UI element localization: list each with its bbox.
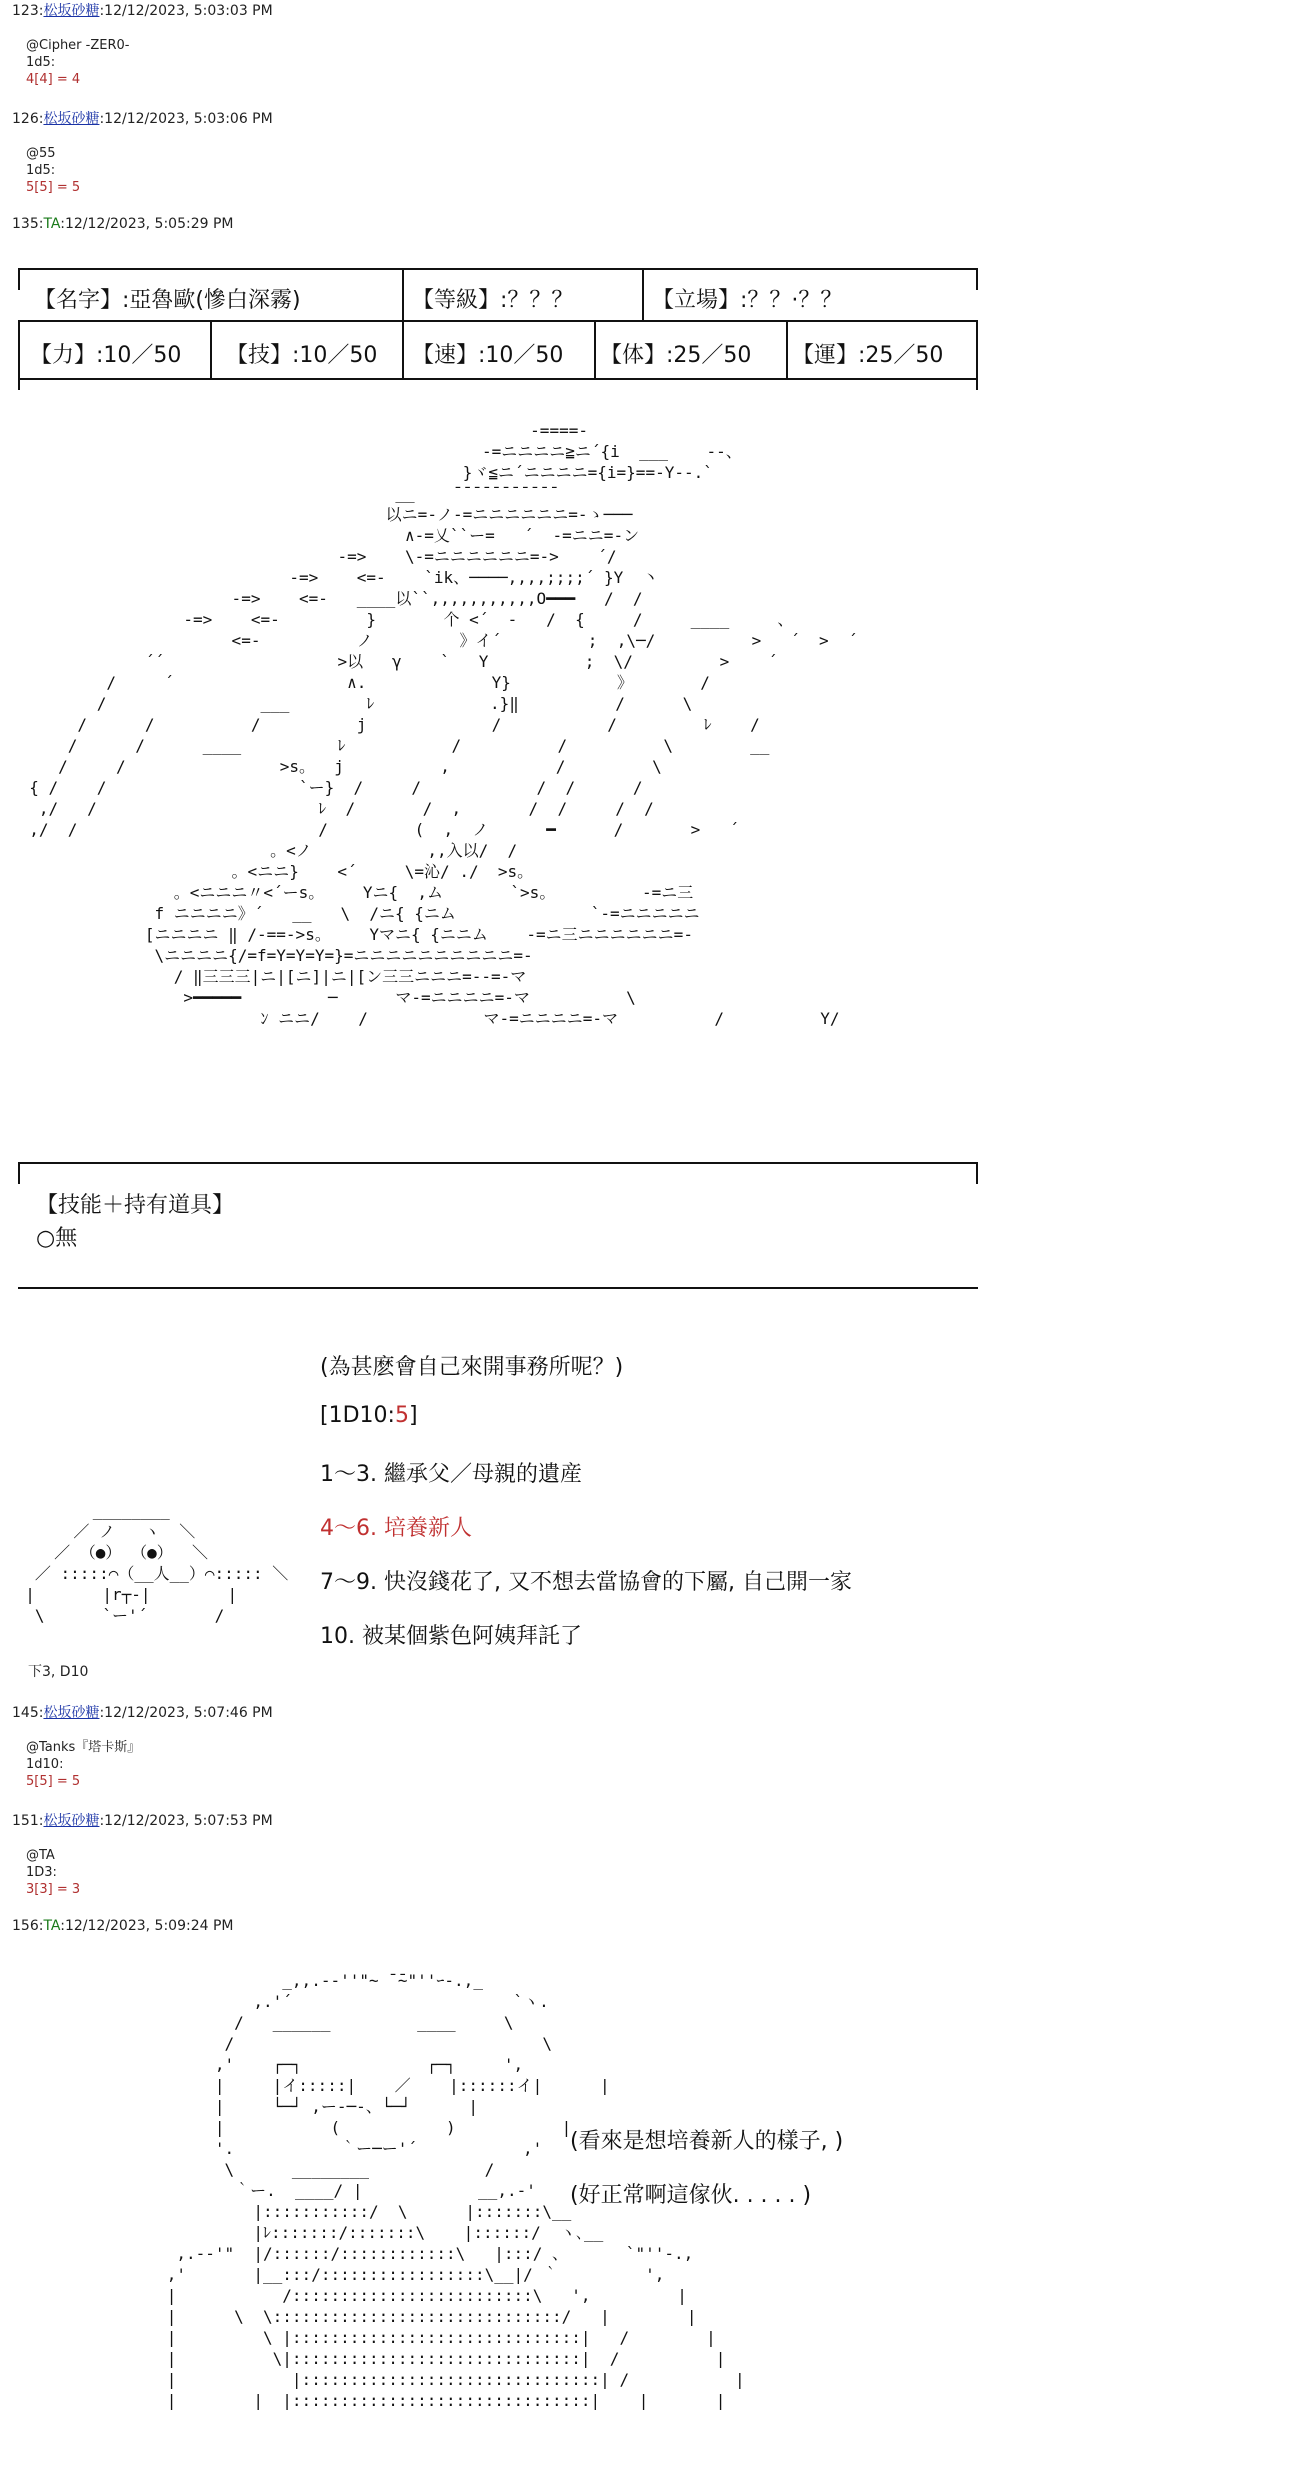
status-spd: 【速】:10／50 [412,343,564,368]
option-1: 1～3. 繼承父／母親的遺産 [320,1462,582,1487]
dialogue-line-2: (好正常啊這傢伙. . . . . ) [570,2183,812,2208]
dice-formula: 1d5: [26,55,56,70]
status-tech: 【技】:10／50 [226,343,378,368]
dice-result: 5[5] = 5 [26,1774,81,1789]
status-level: 【等級】:？？？ [412,288,574,313]
dice-roll [26,145,80,196]
dice-formula: 1d10: [26,1757,64,1772]
mention: @Tanks『塔卡斯』 [26,1740,141,1755]
mention: @55 [26,146,56,161]
roll-note: 下3, D10 [28,1664,89,1680]
post-time: :12/12/2023, 5:03:06 PM [99,111,273,127]
post-header [12,1918,234,1934]
post-number: 135: [12,216,44,232]
post-header [12,1702,273,1722]
post-number: 156: [12,1918,44,1934]
status-str: 【力】:10／50 [30,343,182,368]
dice-roll [26,1739,140,1790]
option-2-selected: 4～6. 培養新人 [320,1516,472,1541]
post-time: :12/12/2023, 5:07:53 PM [99,1813,273,1829]
dice-line: [1D10:5] [320,1403,418,1428]
username-link[interactable]: 松坂砂糖 [43,111,100,127]
option-3: 7～9. 快沒錢花了, 又不想去當協會的下屬, 自己開一家 [320,1570,852,1595]
dice-roll [26,1847,80,1898]
post-header [12,1810,273,1830]
mention: @TA [26,1848,55,1863]
post-header [12,216,234,232]
post-time: :12/12/2023, 5:07:46 PM [99,1705,273,1721]
dice-roll [26,37,129,88]
status-luck: 【運】:25／50 [792,343,944,368]
status-name: 【名字】:亞魯歐(慘白深霧) [34,288,301,313]
post-number: 145: [12,1705,44,1721]
post-time: :12/12/2023, 5:03:03 PM [99,3,273,19]
post-number: 123: [12,3,44,19]
ascii-art-caped-figure: -====- -=ニニニニ≧ニ´{i ___ --、 }ヾ≦ニ´ニニニニ={i=}==-Y--.` __ ̄ ̄ ̄ ̄ ̄ ̄ ̄ ̄ ̄ ̄ ̄ 以ニ=-ノ-=ニニニニニニ=-ゝ─── ∧-=乂``ー= ´ -=ニニ=-ン -=> \-=ニニニニニニ=-> ´/ -=> <=- `ik、────,,,,;;;;´ }Y 丶 -=> <=- ____以``,,,,,,,,,,,O━━━ / / -=> <=- } 个 <´ - / { / ____ 、 <=- ノ 》イ´ ; ,\─/ > ´ > ´ ´´ >以 γ ` Y ; \/ > ´ / ´ ∧. Y} 》 / / ___ ﾚ .}‖ / \ / / / j / / ﾚ / / / ____ ﾚ / / \ __ / / >s。 j , / \ { / / `ー} / / / / / ,/ / ﾚ / / , / / / / ,/ / / ( , ノ ━ / > ´ 。<ノ ,,入以/ / 。<ニニ} <´ \=沁/ ./ >s。 。<ニニニ〃<´ーs。 Yニ{ ,ム `>s。 -=ニ三 f ニニニニ》´ __ \ /ニ{ {ニム `-=ニニニニニ [ニニニニ ‖ /-==->s。 Yマニ{ {ニニム -=ニ三ニニニニニニ=- \ニニニニ{/=f=Y=Y=Y=}=ニニニニニニニニニニ=- / ‖三三三|ニ|[ニ]|ニ|[ン三三ニニニ=--=-マ >━━━━━ ─ マ-=ニニニニ=-マ \ ﾝ ニニ/ / マ-=ニニニニ=-マ / Y/ [29,421,858,1028]
status-stance: 【立場】:？？·？？ [652,288,843,313]
dice-formula: 1d5: [26,163,56,178]
dice-formula: 1D3: [26,1865,57,1880]
username-link[interactable]: 松坂砂糖 [43,1705,100,1721]
skills-label: 【技能＋持有道具】 [36,1193,235,1218]
post-header [12,0,273,20]
option-4: 10. 被某個紫色阿姨拜託了 [320,1624,582,1649]
question-title: (為甚麽會自己來開事務所呢？) [320,1355,624,1380]
dice-result: 4[4] = 4 [26,72,81,87]
post-number: 151: [12,1813,44,1829]
post-header [12,108,273,128]
dice-result: 5[5] = 5 [26,180,81,195]
ascii-art-small-face: ________ ／ ノ ヽ ＼ ／ （●） （●） ＼ ／ :::::⌒（__人__）⌒::::: ＼ | |r┬-| | \ `ー'´ / [25,1501,289,1625]
status-body: 【体】:25／50 [600,343,752,368]
post-time: :12/12/2023, 5:05:29 PM [60,216,234,232]
username-link[interactable]: 松坂砂糖 [43,3,100,19]
ascii-art-bald-man: _,,.-‐''"~ ̄ ̄~"''ｰ-.,_ ,.'´ `ヽ. / ______ ____ \ / \ ,' ┌─┐ ┌─┐ ', | |イ:::::| ／ |::::::イ| | | └─┘ ,ー-─-、└─┘ | | ( ) | '. ｀ー─ー'´ ,' \ ________ / ｀ー. ____/ | __,.-' |:::::::::::/ \ |:::::::\__ |ﾚ:::::::/:::::::\ |::::::/ ヽ､__ ,.-‐'" |/::::::/::::::::::::\ |:::/ 、 `"''-., ,' |__:::/:::::::::::::::::\__|/ ｀ ', | /:::::::::::::::::::::::::\ ', | | \ \::::::::::::::::::::::::::::::/ | | | \ |::::::::::::::::::::::::::::::| / | | \|::::::::::::::::::::::::::::::| / | | |:::::::::::::::::::::::::::::::| / | | | |:::::::::::::::::::::::::::::::| | | [166,1971,745,2410]
username-ta[interactable]: TA [43,216,61,232]
mention: @Cipher -ZER0- [26,38,130,53]
dice-result: 3[3] = 3 [26,1882,81,1897]
username-link[interactable]: 松坂砂糖 [43,1813,100,1829]
dialogue-line-1: (看來是想培養新人的樣子, ) [570,2129,844,2154]
username-ta[interactable]: TA [43,1918,61,1934]
skills-value: ○無 [36,1226,78,1251]
post-number: 126: [12,111,44,127]
post-time: :12/12/2023, 5:09:24 PM [60,1918,234,1934]
